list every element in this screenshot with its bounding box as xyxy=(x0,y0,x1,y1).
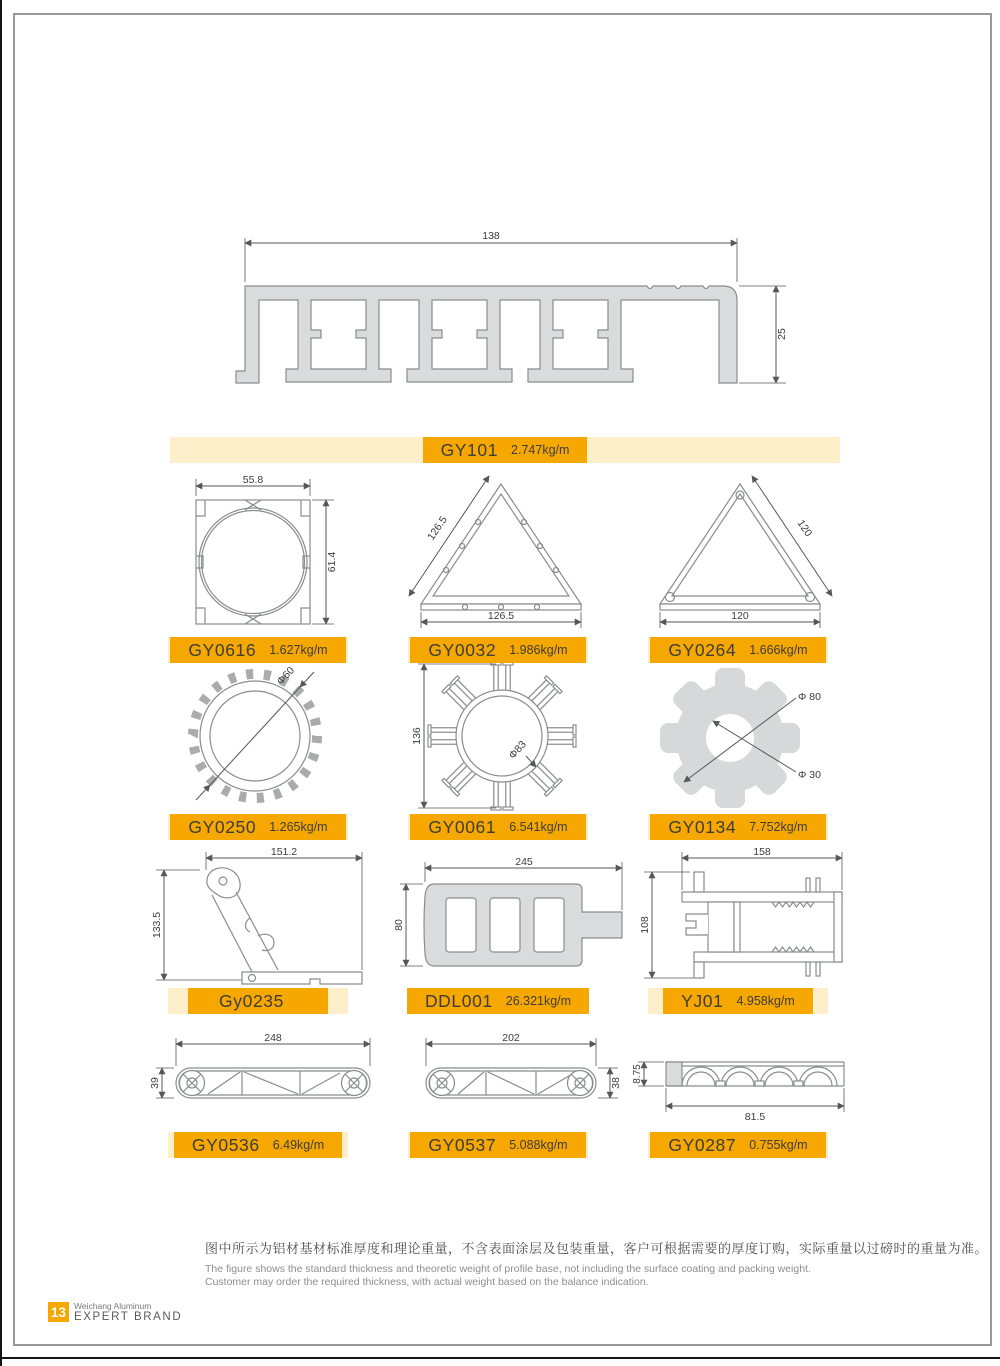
yj01-drawing xyxy=(630,848,870,986)
label-band-gy0616 xyxy=(168,637,348,663)
product-tag xyxy=(650,814,825,840)
product-code: Gy0235 xyxy=(219,990,284,1011)
profile-outline xyxy=(660,668,800,808)
product-code: GY0536 xyxy=(191,1134,260,1155)
brand-tagline: EXPERT BRAND xyxy=(74,1311,183,1323)
dim-dia: Φ83 xyxy=(506,738,529,762)
product-tag xyxy=(188,988,328,1014)
profile-outline xyxy=(421,484,581,604)
page-edge-bottom xyxy=(0,1357,1000,1359)
dim-outer: Φ 80 xyxy=(798,691,821,703)
label-band-ddl001 xyxy=(408,988,588,1014)
gy0061-drawing xyxy=(390,660,610,812)
dim-width: 248 xyxy=(264,1032,282,1044)
dim-side: 126.5 xyxy=(425,514,450,543)
product-weight: 2.747kg/m xyxy=(511,443,570,457)
dim-height: 61.4 xyxy=(326,551,338,573)
profile-outline xyxy=(660,484,820,604)
gy0032-drawing xyxy=(390,468,610,636)
product-code: GY0264 xyxy=(668,639,737,660)
dim-side: 120 xyxy=(794,517,815,539)
product-weight: 1.265kg/m xyxy=(269,820,328,834)
product-code: GY0287 xyxy=(668,1134,737,1155)
label-band-gy0287 xyxy=(648,1132,828,1158)
dim-height: 133.5 xyxy=(151,911,163,939)
label-band-gy0264 xyxy=(648,637,828,663)
dim-height: 108 xyxy=(639,916,651,934)
product-tag xyxy=(650,637,825,663)
page-footer xyxy=(48,1302,182,1324)
profile-outline xyxy=(456,690,548,782)
product-tag xyxy=(650,1132,825,1158)
label-band-yj01 xyxy=(648,988,828,1014)
profile-outline xyxy=(176,1068,370,1098)
profile-outline xyxy=(236,286,737,383)
label-band-gy0537 xyxy=(408,1132,588,1158)
gy101-drawing xyxy=(170,226,830,408)
gy0264-drawing xyxy=(630,468,850,636)
product-tag xyxy=(410,814,585,840)
dim-height: 136 xyxy=(411,727,423,745)
dim-width: 202 xyxy=(502,1032,520,1044)
product-tag xyxy=(423,437,588,463)
product-tag xyxy=(174,1132,342,1158)
profile-outline xyxy=(426,1068,596,1098)
label-band-gy101 xyxy=(170,437,840,463)
product-code: YJ01 xyxy=(681,990,724,1011)
product-code: DDL001 xyxy=(424,990,493,1011)
product-weight: 7.752kg/m xyxy=(749,820,808,834)
dim-width: 55.8 xyxy=(242,474,264,486)
profile-outline xyxy=(666,1062,844,1086)
page-number: 13 xyxy=(48,1302,69,1322)
dim-width: 151.2 xyxy=(270,846,298,858)
product-weight: 6.49kg/m xyxy=(272,1138,325,1152)
dim-height: 8.75 xyxy=(632,1064,643,1084)
product-code: GY0537 xyxy=(428,1134,497,1155)
product-tag xyxy=(170,814,345,840)
label-band-gy0250 xyxy=(168,814,348,840)
dim-width: 245 xyxy=(515,856,533,868)
gy0250-drawing xyxy=(150,660,370,812)
dim-height: 80 xyxy=(393,919,405,931)
product-code: GY101 xyxy=(440,439,499,460)
dim-width: 81.5 xyxy=(744,1111,766,1123)
gy0134-drawing xyxy=(630,660,860,812)
ddl001-drawing xyxy=(390,858,630,986)
dim-inner: Φ 30 xyxy=(798,769,821,781)
gy0616-drawing xyxy=(150,474,370,634)
dim-base: 126.5 xyxy=(487,610,515,622)
product-weight: 1.627kg/m xyxy=(269,643,328,657)
product-code: GY0616 xyxy=(188,639,257,660)
product-weight: 1.666kg/m xyxy=(749,643,808,657)
dim-width: 158 xyxy=(753,846,771,858)
label-band-gy0536 xyxy=(168,1132,348,1158)
brand-name: Weichang Aluminum xyxy=(74,1301,152,1311)
gy0287-drawing xyxy=(630,1032,870,1128)
product-code: GY0134 xyxy=(668,816,737,837)
product-weight: 5.088kg/m xyxy=(509,1138,568,1152)
product-weight: 0.755kg/m xyxy=(749,1138,808,1152)
footnote-english-2: Customer may order the required thickness, with actual weight based on the balance indication. xyxy=(205,1275,649,1288)
footnote-chinese: 图中所示为铝材基材标准厚度和理论重量，不含表面涂层及包装重量，客户可根据需要的厚度订购，实际重量以过磅时的重量为准。 xyxy=(205,1241,989,1256)
footnote xyxy=(205,1238,989,1288)
product-weight: 6.541kg/m xyxy=(509,820,568,834)
dim-dia: Φ60 xyxy=(274,664,298,688)
product-weight: 4.958kg/m xyxy=(736,994,795,1008)
profile-outline xyxy=(207,868,362,984)
dim-base: 120 xyxy=(731,610,749,622)
page-edge-left xyxy=(0,0,2,1366)
dim-height: 39 xyxy=(149,1077,161,1089)
gy0235-drawing xyxy=(150,848,380,988)
dim-width: 138 xyxy=(482,230,500,242)
profile-outline xyxy=(682,872,842,978)
profile-outline xyxy=(196,500,310,624)
label-band-gy0235 xyxy=(168,988,348,1014)
label-band-gy0032 xyxy=(408,637,588,663)
product-tag xyxy=(407,988,589,1014)
gy0537-drawing xyxy=(390,1032,630,1128)
label-band-gy0134 xyxy=(648,814,828,840)
label-band-gy0061 xyxy=(408,814,588,840)
product-tag xyxy=(170,637,345,663)
product-code: GY0061 xyxy=(428,816,497,837)
product-tag xyxy=(410,1132,585,1158)
product-tag xyxy=(663,988,813,1014)
product-weight: 26.321kg/m xyxy=(505,994,572,1008)
dim-height: 25 xyxy=(776,328,788,340)
product-code: GY0250 xyxy=(188,816,257,837)
product-weight: 1.986kg/m xyxy=(509,643,568,657)
gy0536-drawing xyxy=(150,1032,380,1128)
product-tag xyxy=(410,637,585,663)
footnote-english-1: The figure shows the standard thickness and theoretic weight of profile base, not including the surface coating and packing weight. xyxy=(205,1263,811,1275)
product-code: GY0032 xyxy=(428,639,497,660)
dim-height: 38 xyxy=(610,1077,622,1089)
